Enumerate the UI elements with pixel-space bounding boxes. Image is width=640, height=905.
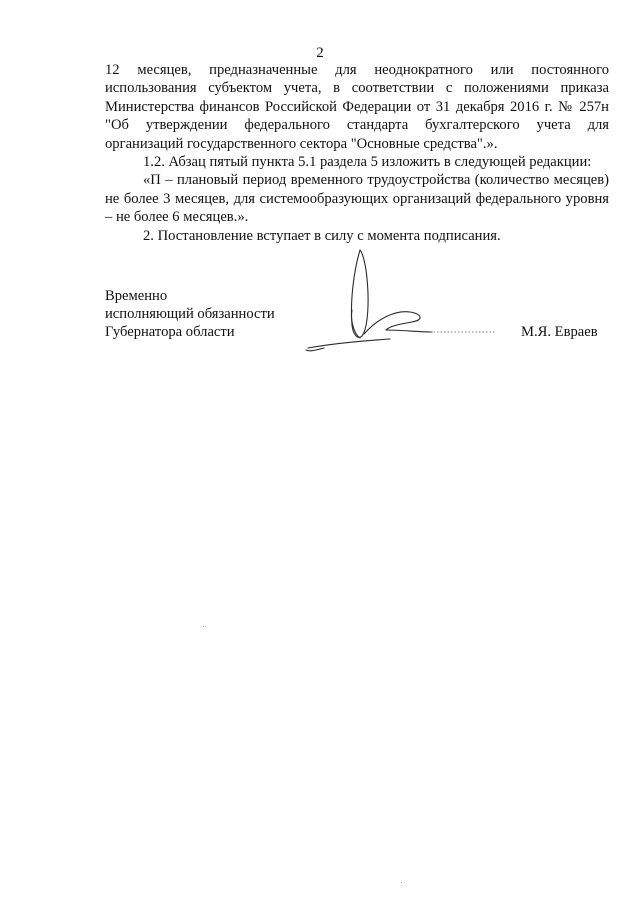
signatory-title	[105, 287, 275, 342]
paragraph-quoted-definition: «П – плановый период временного трудоустройства (количество месяцев) не более 3 месяцев, для системообразующих организаций федерального уровня – не более 6 месяцев.».	[105, 172, 609, 226]
paragraph-continuation: 12 месяцев, предназначенные для неоднократного или постоянного использования субъектом учета, в соответствии с положениями приказа Министерства финансов Российской Федерации от 31 декабря 2016 г. № 257н "Об утверждении федерального стандарта бухгалтерского учета для организаций государственного сектора "Основные средства".».	[105, 62, 609, 152]
signatory-title-line: исполняющий обязанности	[105, 306, 275, 323]
signer-name: М.Я. Евраев	[521, 324, 598, 340]
page-number: 2	[316, 45, 324, 61]
scan-speck	[401, 882, 402, 883]
handwritten-signature	[300, 240, 500, 360]
signatory-title-line: Временно	[105, 288, 168, 304]
signatory-title-line: Губернатора области	[105, 324, 235, 341]
paragraph-amendment-1-2: 1.2. Абзац пятый пункта 5.1 раздела 5 изложить в следующей редакции:	[143, 154, 592, 171]
document-body	[105, 61, 609, 245]
scan-speck	[203, 626, 204, 627]
paragraph-effective-date: 2. Постановление вступает в силу с момента подписания.	[143, 227, 501, 244]
